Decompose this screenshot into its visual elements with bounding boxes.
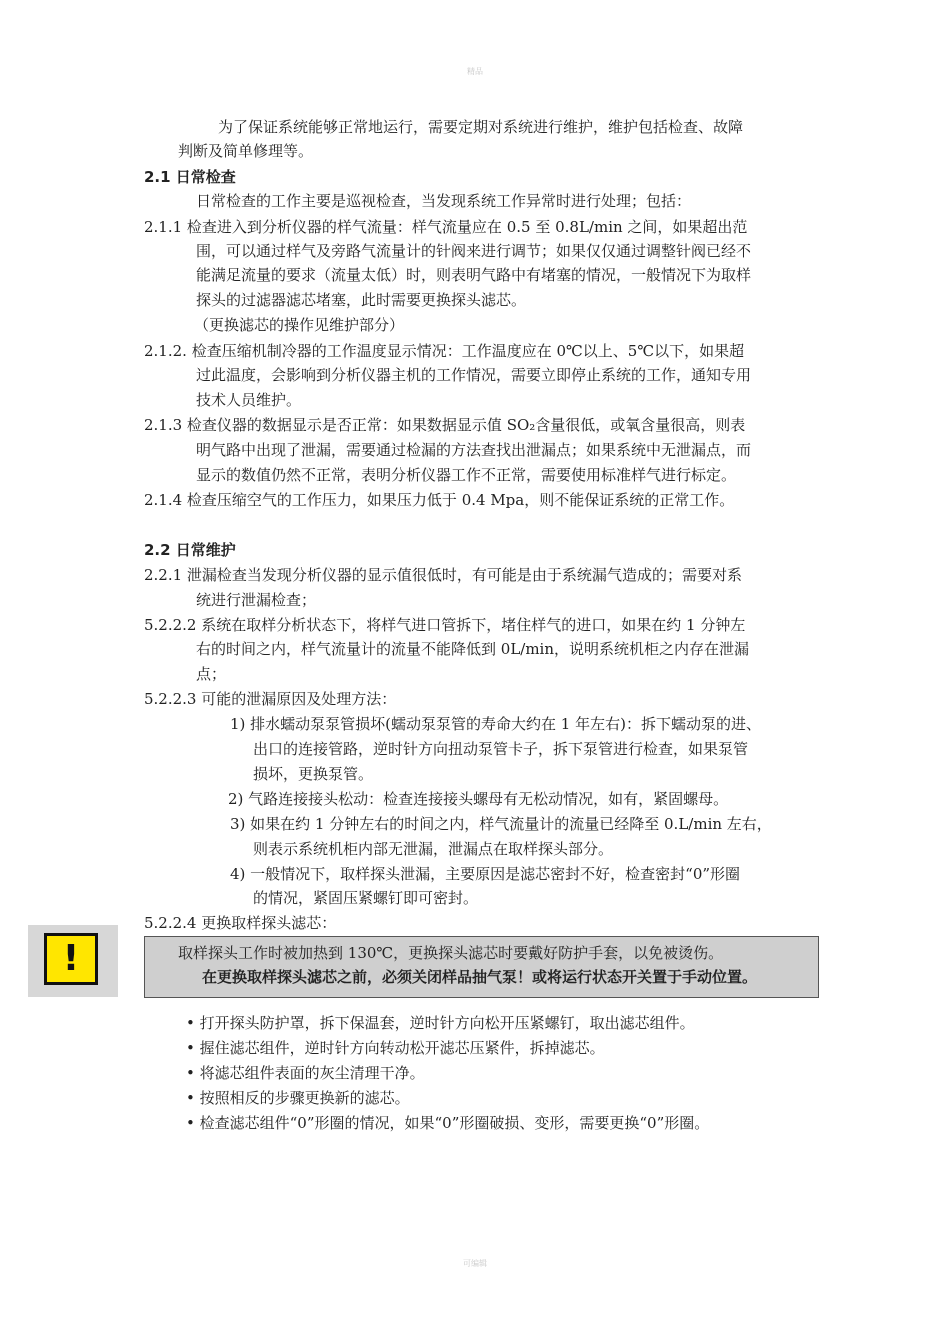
item-2-1-2-line-2: 过此温度，会影响到分析仪器主机的工作情况，需要立即停止系统的工作，通知专用 [196, 366, 752, 384]
cause-1-line-2: 出口的连接管路，逆时针方向扭动泵管卡子，拆下泵管进行检查，如果泵管 [253, 740, 749, 758]
item-5-2-2-3: 5.2.2.3 可能的泄漏原因及处理方法： [144, 690, 397, 708]
item-2-2-1-line-2: 统进行泄漏检查； [196, 591, 317, 609]
item-2-1-3-line-3: 显示的数值仍然不正常，表明分析仪器工作不正常，需要使用标准样气进行标定。 [196, 466, 737, 484]
warning-line-2: 在更换取样探头滤芯之前，必须关闭样品抽气泵！或将运行状态开关置于手动位置。 [202, 968, 758, 986]
page-header-mark: 精品 [467, 67, 483, 76]
item-5-2-2-2-line-1: 5.2.2.2 系统在取样分析状态下，将样气进口管拆下，堵住样气的进口，如果在约 1 分钟左 [144, 616, 746, 634]
section-2-2-title: 2.2 日常维护 [144, 541, 236, 559]
item-2-1-1-line-1: 2.1.1 检查进入到分析仪器的样气流量：样气流量应在 0.5 至 0.8L/min 之间，如果超出范 [144, 218, 748, 236]
intro-line-1: 为了保证系统能够正常地运行，需要定期对系统进行维护，维护包括检查、故障 [218, 118, 744, 136]
item-2-1-1-note: （更换滤芯的操作见维护部分） [194, 316, 405, 334]
item-2-1-4: 2.1.4 检查压缩空气的工作压力，如果压力低于 0.4 Mpa，则不能保证系统的正常工作。 [144, 491, 735, 509]
exclamation-icon: ! [44, 933, 98, 985]
cause-1-line-3: 损坏，更换泵管。 [253, 765, 374, 783]
step-5: • 检查滤芯组件“0”形圈的情况，如果“0”形圈破损、变形，需要更换“0”形圈。 [186, 1114, 710, 1132]
section-2-1-lead: 日常检查的工作主要是巡视检查，当发现系统工作异常时进行处理；包括： [196, 192, 692, 210]
item-2-1-2-line-3: 技术人员维护。 [196, 391, 302, 409]
warning-line-1: 取样探头工作时被加热到 130℃，更换探头滤芯时要戴好防护手套，以免被烫伤。 [178, 944, 724, 962]
cause-2: 2) 气路连接接头松动：检查连接接头螺母有无松动情况，如有，紧固螺母。 [228, 790, 729, 808]
item-5-2-2-4: 5.2.2.4 更换取样探头滤芯： [144, 914, 337, 932]
item-5-2-2-2-line-2: 右的时间之内，样气流量计的流量不能降低到 0L/min，说明系统机柜之内存在泄漏 [196, 640, 750, 658]
item-2-1-3-line-1: 2.1.3 检查仪器的数据显示是否正常：如果数据显示值 SO₂含量很低，或氧含量很高，则表 [144, 416, 746, 434]
cause-1-line-1: 1) 排水蠕动泵泵管损坏(蠕动泵泵管的寿命大约在 1 年左右)：拆下蠕动泵的进、 [230, 715, 761, 733]
warning-box [144, 936, 819, 998]
step-3: • 将滤芯组件表面的灰尘清理干净。 [186, 1064, 425, 1082]
item-5-2-2-2-line-3: 点； [196, 665, 227, 683]
step-4: • 按照相反的步骤更换新的滤芯。 [186, 1089, 410, 1107]
section-2-1-title: 2.1 日常检查 [144, 168, 236, 186]
page-footer-mark: 可编辑 [463, 1259, 487, 1268]
item-2-1-1-line-4: 探头的过滤器滤芯堵塞，此时需要更换探头滤芯。 [196, 291, 527, 309]
item-2-1-2-line-1: 2.1.2. 检查压缩机制冷器的工作温度显示情况：工作温度应在 0℃以上、5℃以下，如果超 [144, 342, 745, 360]
cause-3-line-2: 则表示系统机柜内部无泄漏，泄漏点在取样探头部分。 [253, 840, 614, 858]
warning-icon [28, 925, 118, 997]
item-2-1-3-line-2: 明气路中出现了泄漏，需要通过检漏的方法查找出泄漏点；如果系统中无泄漏点，而 [196, 441, 752, 459]
item-2-1-1-line-2: 围，可以通过样气及旁路气流量计的针阀来进行调节；如果仅仅通过调整针阀已经不 [196, 242, 752, 260]
cause-3-line-1: 3) 如果在约 1 分钟左右的时间之内，样气流量计的流量已经降至 0.L/min 左右， [230, 815, 772, 833]
cause-4-line-2: 的情况，紧固压紧螺钉即可密封。 [253, 889, 479, 907]
step-2: • 握住滤芯组件，逆时针方向转动松开滤芯压紧件，拆掉滤芯。 [186, 1039, 605, 1057]
cause-4-line-1: 4) 一般情况下，取样探头泄漏，主要原因是滤芯密封不好，检查密封“0”形圈 [230, 865, 741, 883]
intro-line-2: 判断及简单修理等。 [178, 142, 314, 160]
item-2-2-1-line-1: 2.2.1 泄漏检查当发现分析仪器的显示值很低时，有可能是由于系统漏气造成的；需要对系 [144, 566, 742, 584]
step-1: • 打开探头防护罩，拆下保温套，逆时针方向松开压紧螺钉，取出滤芯组件。 [186, 1014, 695, 1032]
item-2-1-1-line-3: 能满足流量的要求（流量太低）时，则表明气路中有堵塞的情况，一般情况下为取样 [196, 266, 752, 284]
